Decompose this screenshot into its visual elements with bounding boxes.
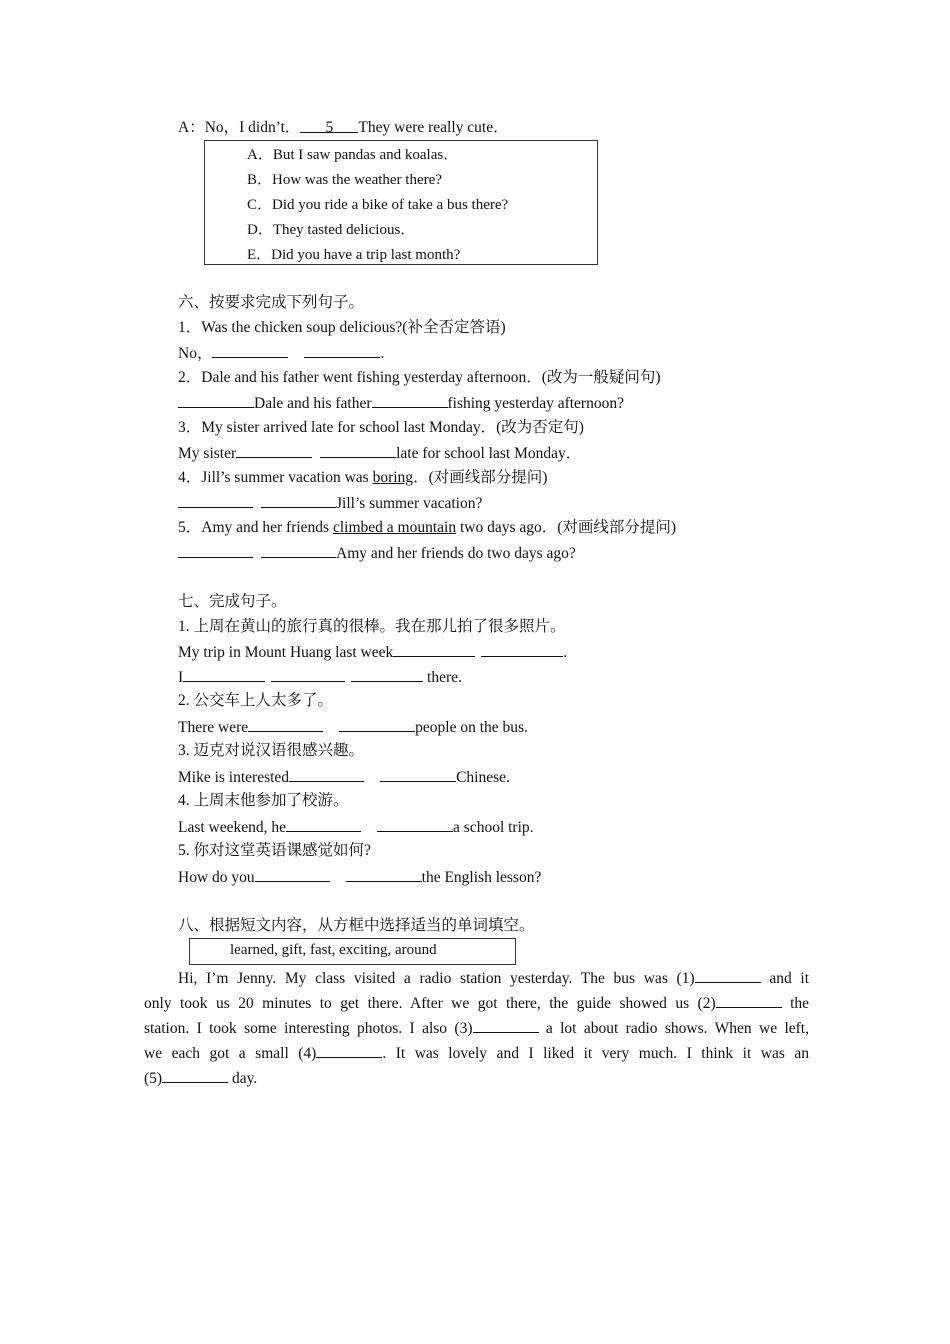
word-box [189, 938, 516, 965]
s7-q2-blank-1[interactable] [248, 717, 323, 732]
answer-value: 5 [325, 119, 334, 136]
passage-blank-5[interactable] [162, 1068, 228, 1083]
s6-q3-blank-1[interactable] [236, 443, 312, 458]
s7-q3-pre: Mike is interested [178, 769, 290, 786]
passage-line-2 [144, 993, 809, 1014]
s7-q3-cn: 3. 迈克对说汉语很感兴趣。 [178, 742, 365, 759]
s6-q4-text: Jill’s summer vacation? [336, 495, 483, 512]
section6-title: 六、按要求完成下列句子。 [178, 294, 365, 311]
s7-q5-en [178, 867, 541, 888]
option-d: D．They tasted delicious． [247, 222, 416, 238]
s6-q2: 2．Dale and his father went fishing yesterday afternoon．(改为一般疑问句) [178, 369, 661, 386]
passage-text-1a: Hi, I’m Jenny. My class visited a radio station yesterday. The bus was (1) [178, 970, 695, 987]
s6-q5-blank-2[interactable] [261, 543, 336, 558]
s7-q1-cn: 1. 上周在黄山的旅行真的很棒。我在那儿拍了很多照片。 [178, 618, 566, 635]
dialogue-line [178, 118, 509, 138]
passage-text-4b: . It was lovely and I liked it very much. I think it was an [382, 1045, 809, 1062]
passage-text-4a: we each got a small (4) [144, 1045, 317, 1062]
s6-q5-answer [178, 543, 576, 564]
s7-q5-post: the English lesson? [421, 869, 542, 886]
s7-q4-cn: 4. 上周末他参加了校游。 [178, 792, 349, 809]
s6-q5-blank-1[interactable] [178, 543, 253, 558]
s6-q4 [178, 468, 547, 488]
option-e: E．Did you have a trip last month? [247, 247, 461, 263]
s7-q2-cn: 2. 公交车上人太多了。 [178, 692, 334, 709]
option-a: A．But I saw pandas and koalas． [247, 147, 459, 163]
answer-blank[interactable] [300, 118, 358, 136]
s7-q2-pre: There were [178, 719, 249, 736]
s7-q1-blank-1[interactable] [393, 642, 475, 657]
s6-q4-post: ．(对画线部分提问) [413, 469, 548, 486]
s7-q5-blank-2[interactable] [346, 867, 422, 882]
passage-text-3a: station. I took some interesting photos. I also (3) [144, 1020, 473, 1037]
options-box [204, 140, 598, 265]
s7-q3-blank-2[interactable] [380, 767, 456, 782]
s7-q4-pre: Last weekend, he [178, 819, 287, 836]
s6-q3-text-a: My sister [178, 445, 237, 462]
option-c: C．Did you ride a bike of take a bus there? [247, 197, 509, 213]
s7-q1-en2-pre: I [178, 669, 184, 686]
s6-q5-text: Amy and her friends do two days ago? [336, 545, 576, 562]
s6-q4-pre: 4．Jill’s summer vacation was [178, 469, 373, 486]
s7-q2-post: people on the bus. [415, 719, 528, 736]
s6-q2-text-a: Dale and his father [254, 395, 372, 412]
s6-q1-blank-1[interactable] [212, 343, 288, 358]
passage-line-5 [144, 1068, 809, 1089]
passage-blank-4[interactable] [316, 1043, 382, 1058]
s7-q2-en [178, 717, 528, 738]
s7-q3-post: Chinese. [456, 769, 510, 786]
passage-line-1 [178, 968, 809, 989]
s6-q4-underlined: boring [372, 469, 414, 486]
s6-q4-answer [178, 493, 482, 514]
s7-q1-en2-post: there. [423, 669, 462, 686]
s7-q1-en2 [178, 667, 462, 688]
s7-q4-blank-1[interactable] [286, 817, 361, 832]
dialogue-suffix: They were really cute． [358, 119, 509, 136]
s6-q5-underlined: climbed a mountain [332, 519, 457, 536]
passage-text-3b: a lot about radio shows. When we left, [538, 1020, 809, 1037]
s6-q3-text-b: late for school last Monday． [396, 445, 582, 462]
s7-q3-blank-1[interactable] [289, 767, 364, 782]
s6-q1-answer: No， . [178, 345, 385, 362]
s6-q2-blank-1[interactable] [178, 393, 254, 408]
s6-q5 [178, 518, 676, 538]
s7-q1-en: My trip in Mount Huang last week . [178, 644, 568, 661]
passage-text-1b: and it [760, 970, 810, 987]
option-b: B．How was the weather there? [247, 172, 442, 188]
s6-q1-blank-2[interactable] [304, 343, 380, 358]
s7-q1-text: My trip in Mount Huang last week [178, 644, 394, 661]
passage-blank-1[interactable] [695, 968, 761, 983]
s6-q1: 1．Was the chicken soup delicious?(补全否定答语) [178, 319, 506, 336]
s7-q1-blank-4[interactable] [271, 667, 345, 682]
s7-q3-en [178, 767, 510, 788]
s7-q1-blank-2[interactable] [481, 642, 563, 657]
s6-q2-text-b: fishing yesterday afternoon? [447, 395, 624, 412]
word-list: learned, gift, fast, exciting, around [230, 942, 437, 958]
s7-q4-en [178, 817, 534, 838]
s7-q2-blank-2[interactable] [339, 717, 415, 732]
s7-q1-blank-3[interactable] [183, 667, 265, 682]
s7-q1-blank-5[interactable] [351, 667, 423, 682]
s7-q4-post: a school trip. [453, 819, 534, 836]
s6-q3: 3．My sister arrived late for school last Monday．(改为否定句) [178, 419, 584, 436]
s7-q4-blank-2[interactable] [377, 817, 453, 832]
passage-blank-3[interactable] [473, 1018, 539, 1033]
passage-text-2a: only took us 20 minutes to get there. After we got there, the guide showed us (2) [144, 995, 716, 1012]
passage-text-5b: day. [228, 1070, 258, 1087]
s6-q1-prefix: No， [178, 345, 213, 362]
s6-q3-answer [178, 443, 581, 464]
passage-line-3 [144, 1018, 809, 1039]
section8-title: 八、根据短文内容，从方框中选择适当的单词填空。 [178, 917, 535, 934]
s7-q5-cn: 5. 你对这堂英语课感觉如何? [178, 842, 371, 859]
s7-q5-blank-1[interactable] [255, 867, 330, 882]
passage-line-4 [144, 1043, 809, 1064]
dialogue-prefix: A：No，I didn’t． [178, 119, 301, 136]
s6-q4-blank-1[interactable] [178, 493, 253, 508]
passage-blank-2[interactable] [716, 993, 782, 1008]
passage-text-5a: (5) [144, 1070, 163, 1087]
s6-q5-post: two days ago．(对画线部分提问) [456, 519, 677, 536]
passage-text-2b: the [781, 995, 810, 1012]
s6-q3-blank-2[interactable] [320, 443, 396, 458]
s6-q4-blank-2[interactable] [261, 493, 336, 508]
s7-q5-pre: How do you [178, 869, 255, 886]
s6-q2-blank-2[interactable] [372, 393, 448, 408]
section7-title: 七、完成句子。 [178, 593, 287, 610]
s6-q5-pre: 5．Amy and her friends [178, 519, 333, 536]
s6-q2-answer [178, 393, 624, 414]
